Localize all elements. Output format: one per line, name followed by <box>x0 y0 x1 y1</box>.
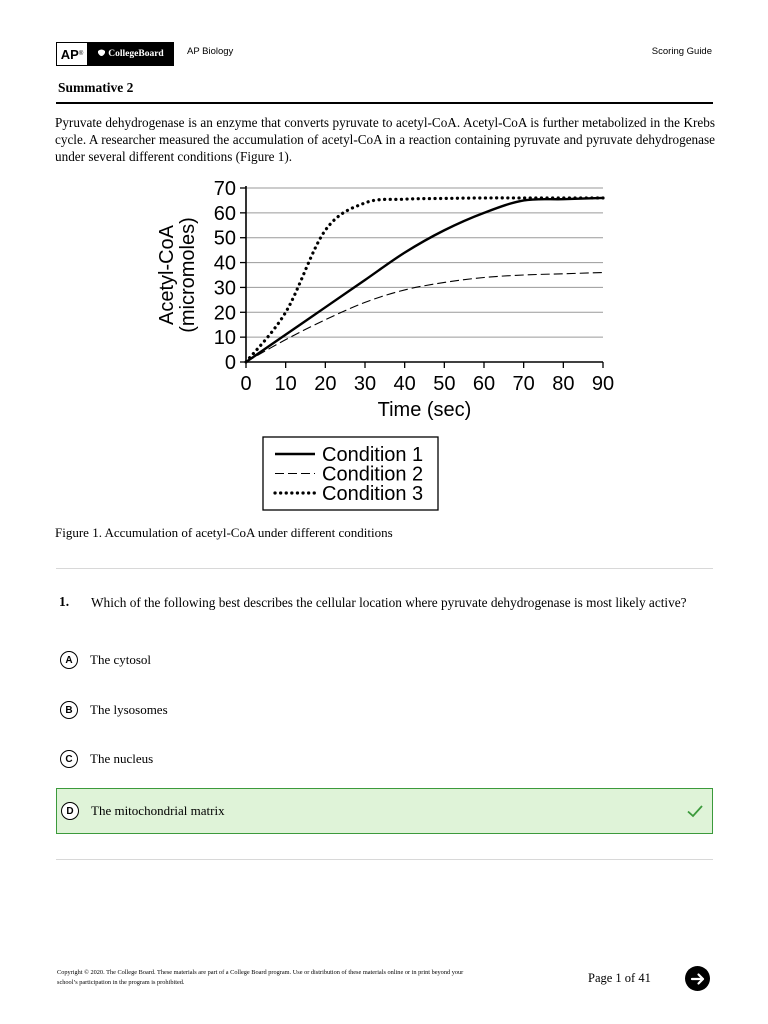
option-letter: C <box>60 750 78 768</box>
checkmark-icon <box>686 802 704 820</box>
section-title: Summative 2 <box>58 80 134 95</box>
y-tick-label: 10 <box>213 327 236 350</box>
y-tick-label: 0 <box>224 352 236 374</box>
x-tick-label: 90 <box>591 373 615 395</box>
option-letter: B <box>60 701 78 719</box>
x-tick-label: 0 <box>240 373 252 395</box>
ap-collegeboard-logo <box>56 42 174 66</box>
y-tick-label: 20 <box>213 302 236 325</box>
y-tick-label: 50 <box>213 227 236 250</box>
divider <box>56 859 713 860</box>
answer-option-b[interactable] <box>56 687 713 733</box>
course-name: AP Biology <box>187 46 234 57</box>
question-number: 1. <box>59 594 70 609</box>
series-line-condition-2 <box>246 273 603 362</box>
legend-label: Condition 2 <box>322 463 424 486</box>
y-axis-label: (micromoles) <box>177 217 199 333</box>
x-tick-label: 40 <box>393 373 416 395</box>
x-tick-label: 60 <box>472 373 496 395</box>
ap-logo <box>57 43 88 65</box>
y-axis-label: Acetyl-CoA <box>156 224 178 326</box>
option-text: The lysosomes <box>90 702 168 717</box>
acorn-icon <box>97 49 106 59</box>
option-letter: A <box>60 651 78 669</box>
x-tick-label: 20 <box>314 373 337 395</box>
answer-option-c[interactable] <box>56 736 713 782</box>
x-tick-label: 50 <box>433 373 456 395</box>
next-page-button[interactable] <box>685 966 710 991</box>
acetyl-coa-chart <box>140 174 620 514</box>
x-tick-label: 80 <box>552 373 575 395</box>
figure-caption: Figure 1. Accumulation of acetyl-CoA under different conditions <box>55 525 393 540</box>
option-text: The mitochondrial matrix <box>91 803 225 818</box>
collegeboard-logo-text: CollegeBoard <box>108 49 164 59</box>
copyright-notice: Copyright © 2020. The College Board. These materials are part of a College Board program. Use or distribution of these materials online or in print beyond your school’s participation in the program is prohibited. <box>57 969 464 986</box>
x-tick-label: 70 <box>512 373 535 395</box>
arrow-right-icon <box>690 971 706 987</box>
x-tick-label: 30 <box>353 373 377 395</box>
y-tick-label: 30 <box>213 277 236 300</box>
header-divider <box>56 102 713 104</box>
legend-label: Condition 1 <box>322 444 424 466</box>
option-text: The nucleus <box>90 751 154 766</box>
page-indicator: Page 1 of 41 <box>588 971 651 985</box>
y-tick-label: 70 <box>213 178 236 200</box>
x-axis-label: Time (sec) <box>377 399 472 421</box>
ap-logo-text: AP <box>60 46 79 62</box>
y-tick-label: 60 <box>213 202 236 225</box>
x-tick-label: 10 <box>274 373 297 395</box>
option-letter: D <box>61 802 79 820</box>
ap-logo-reg: ® <box>78 51 84 57</box>
collegeboard-logo <box>88 43 173 65</box>
scoring-guide-label: Scoring Guide <box>651 46 712 57</box>
y-tick-label: 40 <box>213 252 236 275</box>
divider <box>56 568 713 569</box>
legend-label: Condition 3 <box>322 483 424 505</box>
intro-paragraph: Pyruvate dehydrogenase is an enzyme that converts pyruvate to acetyl-CoA. Acetyl-CoA is further metabolized in the Krebs cycle. A researcher measured the accumulation of acetyl-CoA in a reaction containing pyruvate and pyruvate dehydrogenase under several different conditions (Figure 1). <box>55 115 715 164</box>
answer-option-d[interactable] <box>56 788 713 834</box>
option-text: The cytosol <box>90 652 152 667</box>
question-text: Which of the following best describes the cellular location where pyruvate dehydrogenase is most likely active? <box>91 595 687 610</box>
answer-option-a[interactable] <box>56 637 713 683</box>
